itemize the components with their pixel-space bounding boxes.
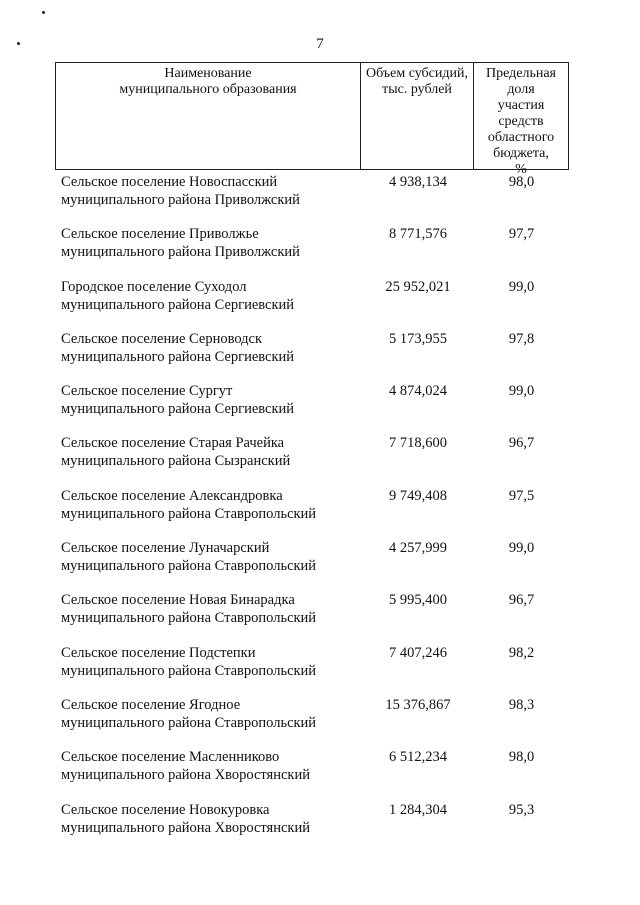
budget-share: 97,5 [508,487,535,504]
table-body [0,173,640,853]
subsidy-amount: 9 749,408 [389,487,447,504]
municipality-name: Сельское поселение Масленниково муниципального района Хворостянский [61,749,310,784]
table-row [0,173,640,225]
subsidy-amount: 7 718,600 [389,435,447,452]
header-subsidy-amount: Объем субсидий, тыс. рублей [361,63,474,169]
table-row [0,591,640,643]
municipality-name: Сельское поселение Луначарский муниципального района Ставропольский [61,540,317,575]
subsidy-amount: 4 257,999 [389,540,447,557]
table-row [0,748,640,800]
table-header [55,62,569,177]
header-budget-share: Предельная доля участия средств областного бюджета, % [486,66,556,177]
municipality-name: Сельское поселение Ягодное муниципального района Ставропольский [61,696,317,731]
municipality-name: Городское поселение Суходол муниципального района Сергиевский [61,278,295,313]
subsidy-amount: 25 952,021 [385,278,451,295]
table-row [0,487,640,539]
subsidy-amount: 6 512,234 [389,749,447,766]
table-row [0,278,640,330]
municipality-name: Сельское поселение Подстепки муниципального района Ставропольский [61,644,317,679]
municipality-name: Сельское поселение Новокуровка муниципального района Хворостянский [61,801,310,836]
table-row [0,434,640,486]
subsidy-amount: 8 771,576 [389,226,447,243]
municipality-name: Сельское поселение Старая Рачейка муниципального района Сызранский [61,435,291,470]
budget-share: 97,7 [508,226,535,243]
table-row [0,801,640,853]
budget-share: 95,3 [508,801,535,818]
subsidy-amount: 1 284,304 [389,801,447,818]
subsidy-amount: 5 173,955 [389,330,447,347]
subsidy-amount: 5 995,400 [389,592,447,609]
table-row [0,644,640,696]
budget-share: 96,7 [508,435,535,452]
budget-share: 99,0 [508,278,535,295]
budget-share: 99,0 [508,383,535,400]
municipality-name: Сельское поселение Александровка муниципального района Ставропольский [61,487,317,522]
page-number: 7 [316,36,324,52]
municipality-name: Сельское поселение Приволжье муниципального района Приволжский [61,226,300,261]
subsidy-amount: 4 874,024 [389,383,447,400]
header-municipality: Наименование муниципального образования [56,63,361,169]
municipality-name: Сельское поселение Новая Бинарадка муниципального района Ставропольский [61,592,317,627]
budget-share: 98,0 [508,174,535,190]
budget-share: 97,8 [508,330,535,347]
budget-share: 98,0 [508,749,535,766]
budget-share: 98,2 [508,644,535,661]
table-row [0,330,640,382]
budget-share: 96,7 [508,592,535,609]
subsidy-amount: 4 938,134 [389,174,447,190]
subsidy-amount: 15 376,867 [385,696,451,713]
table-row [0,696,640,748]
budget-share: 99,0 [508,540,535,557]
municipality-name: Сельское поселение Сургут муниципального района Сергиевский [61,383,295,418]
scan-speck [42,11,45,14]
table-row [0,382,640,434]
budget-share: 98,3 [508,696,535,713]
municipality-name: Сельское поселение Новоспасский муниципального района Приволжский [61,174,300,208]
table-row [0,539,640,591]
subsidy-amount: 7 407,246 [389,644,447,661]
municipality-name: Сельское поселение Серноводск муниципального района Сергиевский [61,330,295,365]
table-row [0,225,640,277]
